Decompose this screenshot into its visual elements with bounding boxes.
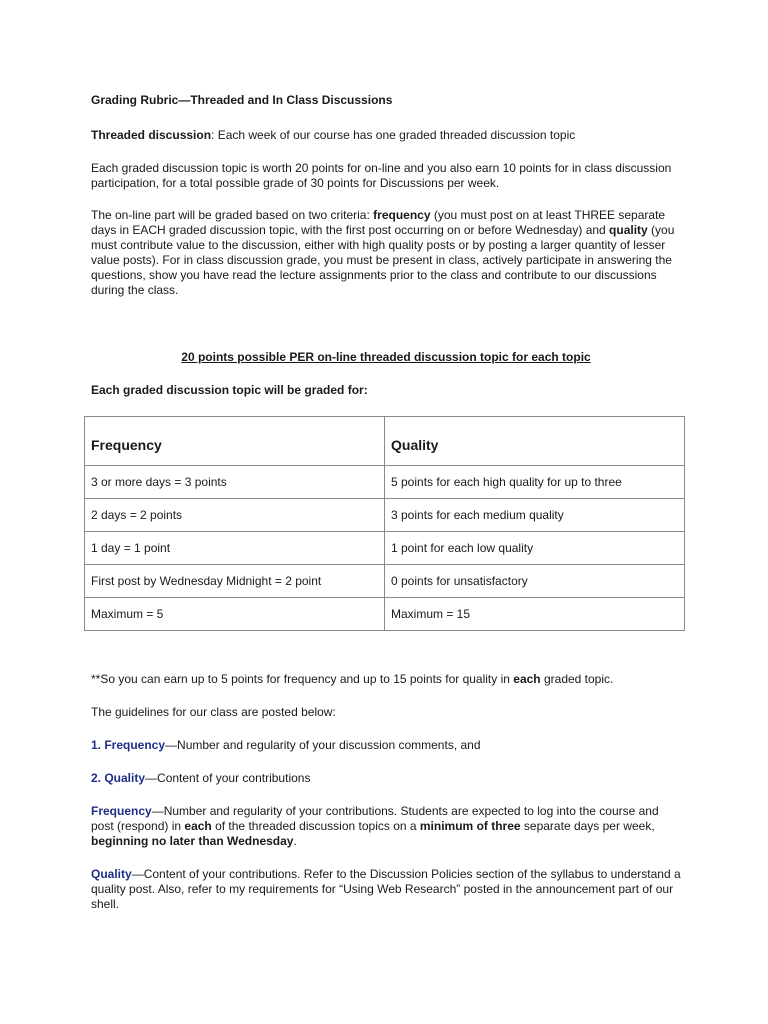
- points-paragraph: Each graded discussion topic is worth 20 points for on-line and you also earn 10 points for in class discussion participation, for a total possible grade of 30 points for Discussions per week.: [91, 161, 672, 190]
- criteria-quality: quality: [609, 223, 648, 237]
- subheading: [91, 350, 681, 365]
- quality-paragraph: [91, 867, 681, 912]
- criteria-paragraph: [91, 208, 681, 298]
- table-row: [85, 565, 685, 598]
- table-header-row: [85, 417, 685, 466]
- frequency-each: each: [184, 819, 212, 833]
- frequency-cell: 3 or more days = 3 points: [85, 466, 385, 499]
- criteria-text-1: The on-line part will be graded based on two criteria:: [91, 208, 374, 222]
- header-quality: Quality: [385, 417, 685, 466]
- subheading-text: 20 points possible PER on-line threaded discussion topic for each topic: [181, 350, 591, 364]
- guideline-item-frequency: [91, 738, 681, 753]
- table-row: [85, 499, 685, 532]
- criteria-text-3: (you must contribute value to the discussion, either with high quality posts or by posting a larger quantity of lesser value posts). For in class discussion grade, you must be present in class, actively participate in answering the questions, show you have read the lecture assignments prior to the class and contribute to our discussions during the class.: [91, 223, 675, 297]
- rubric-table: [84, 416, 685, 631]
- frequency-cell: First post by Wednesday Midnight = 2 point: [85, 565, 385, 598]
- frequency-paragraph: [91, 804, 681, 849]
- frequency-cell: Maximum = 5: [85, 598, 385, 631]
- guidelines-intro: The guidelines for our class are posted below:: [91, 705, 336, 719]
- quality-cell: 3 points for each medium quality: [385, 499, 685, 532]
- quality-label: Quality: [91, 867, 132, 881]
- frequency-cell: 1 day = 1 point: [85, 532, 385, 565]
- frequency-label: Frequency: [91, 804, 152, 818]
- frequency-cell: 2 days = 2 points: [85, 499, 385, 532]
- quality-text-1: —Content of your contributions. Refer to the Discussion Policies section of the syllabus to understand a quality post. Also, refer to my requirements for “Using Web Research” posted in the announcement part of our shell.: [91, 867, 681, 911]
- quality-cell: Maximum = 15: [385, 598, 685, 631]
- earn-text-2: graded topic.: [540, 672, 614, 686]
- guideline-item-quality: [91, 771, 681, 786]
- frequency-text-2: of the threaded discussion topics on a: [211, 819, 420, 833]
- table-row: [85, 532, 685, 565]
- threaded-label: Threaded discussion: [91, 128, 212, 142]
- graded-for-text: Each graded discussion topic will be graded for:: [91, 383, 368, 397]
- graded-for-heading: [91, 383, 681, 398]
- frequency-text-4: .: [293, 834, 297, 848]
- page-title: [91, 93, 681, 108]
- item2-text: —Content of your contributions: [145, 771, 311, 785]
- item1-text: —Number and regularity of your discussion comments, and: [165, 738, 481, 752]
- title-text: Grading Rubric—Threaded and In Class Discussions: [91, 93, 393, 107]
- table-row: [85, 466, 685, 499]
- threaded-intro: [91, 128, 681, 143]
- quality-cell: 1 point for each low quality: [385, 532, 685, 565]
- frequency-minimum: minimum of three: [419, 819, 521, 833]
- quality-cell: 0 points for unsatisfactory: [385, 565, 685, 598]
- header-frequency: Frequency: [85, 417, 385, 466]
- table-row: [85, 598, 685, 631]
- quality-cell: 5 points for each high quality for up to three: [385, 466, 685, 499]
- earn-text-1: **So you can earn up to 5 points for frequency and up to 15 points for quality in: [91, 672, 514, 686]
- criteria-frequency: frequency: [373, 208, 431, 222]
- item1-label: 1. Frequency: [91, 738, 166, 752]
- earn-each: each: [513, 672, 541, 686]
- frequency-text-1: —Number and regularity of your contributions. Students are expected to log into the course and post (respond) in: [91, 804, 659, 833]
- criteria-text-2: (you must post on at least THREE separate days in EACH graded discussion topic, with the first post occurring on or before Wednesday) and: [91, 208, 666, 237]
- threaded-text: : Each week of our course has one graded threaded discussion topic: [211, 128, 576, 142]
- earn-note: [91, 672, 681, 687]
- frequency-text-3: separate days per week,: [520, 819, 655, 833]
- frequency-beginning: beginning no later than Wednesday: [91, 834, 294, 848]
- item2-label: 2. Quality: [91, 771, 146, 785]
